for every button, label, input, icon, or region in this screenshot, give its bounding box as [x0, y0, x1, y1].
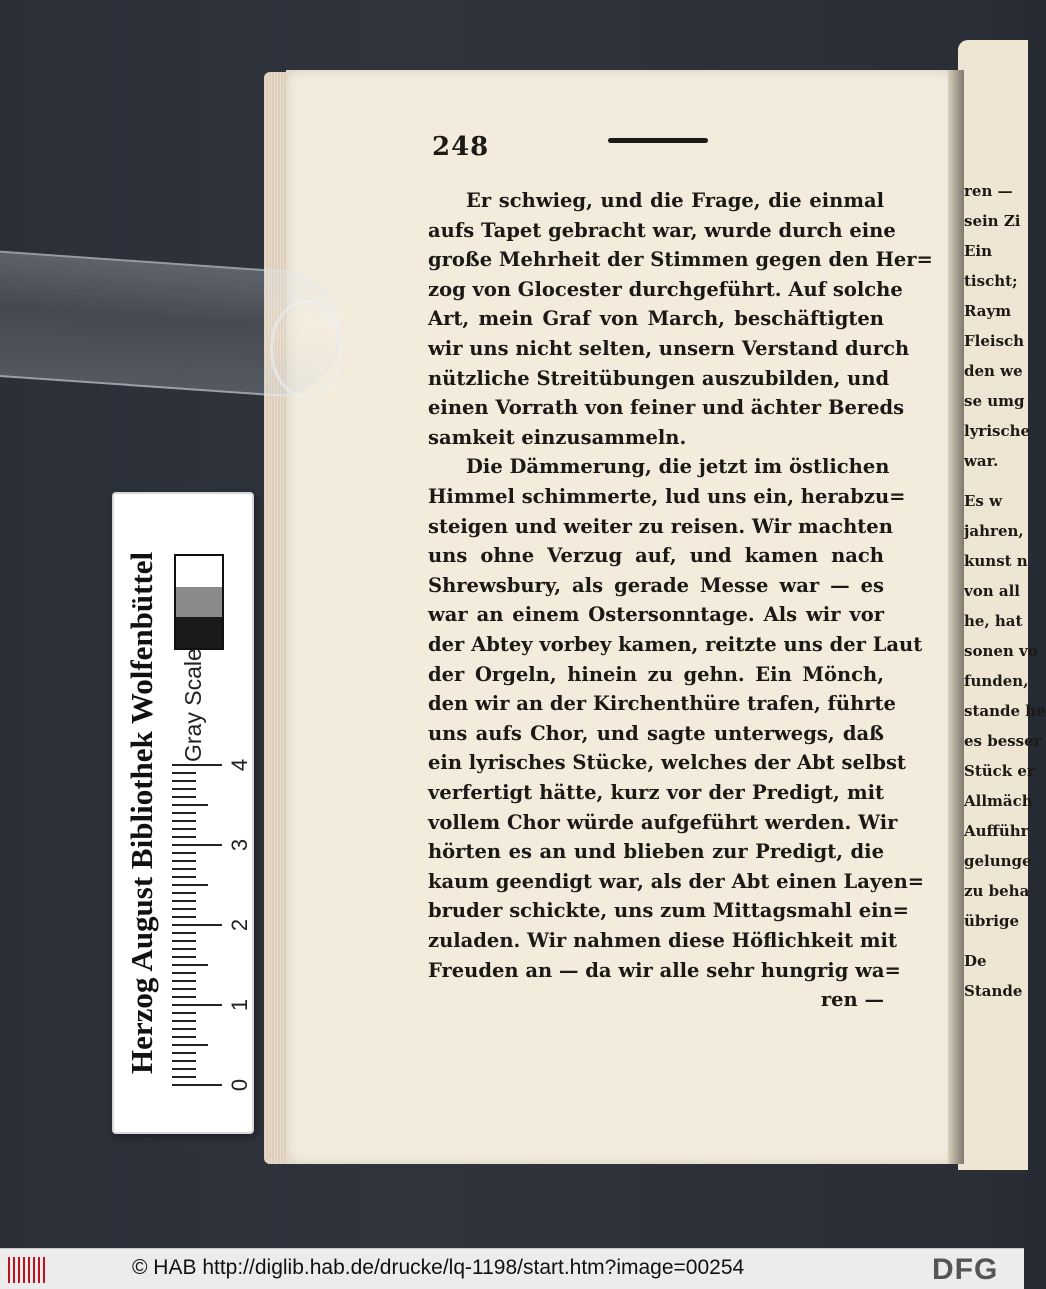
text-line: große Mehrheit der Stimmen gegen den Her=	[428, 248, 933, 272]
ruler-tick	[172, 1084, 222, 1086]
text-line: Freuden an — da wir alle sehr hungrig wa=	[428, 958, 901, 982]
text-line: aufs Tapet gebracht war, wurde durch eine	[428, 218, 896, 242]
text-line: Himmel schimmerte, lud uns ein, herabzu=	[428, 485, 906, 508]
text-line: der Abtey vorbey kamen, reitzte uns der Laut	[428, 633, 923, 656]
ruler-tick	[172, 1068, 196, 1070]
text-line: verfertigt hätte, kurz vor der Predigt, mit	[428, 781, 884, 804]
ruler-tick	[172, 804, 208, 806]
facing-page-fragment: zu beha	[964, 882, 1030, 900]
text-line: vollem Chor würde aufgeführt werden. Wir	[428, 810, 898, 834]
text-line: einen Vorrath von feiner und ächter Bereds	[428, 396, 905, 420]
ruler-tick	[172, 1012, 196, 1014]
facing-page-fragment: sonen vo	[964, 642, 1038, 660]
facing-page-fragment: Allmäch	[964, 792, 1033, 810]
ruler-tick	[172, 788, 196, 790]
facing-page-fragment: Ein	[964, 242, 993, 260]
facing-page-fragment: Stande	[964, 982, 1023, 1000]
text-line: bruder schickte, uns zum Mittagsmahl ein=	[428, 899, 910, 923]
ruler-number: 2	[227, 918, 252, 932]
ruler-tick	[172, 1052, 196, 1054]
ruler-tick	[172, 1044, 208, 1046]
text-line: nützliche Streitübungen auszubilden, und	[428, 366, 890, 390]
ruler-tick	[172, 884, 208, 886]
text-line: hörten es an und blieben zur Predigt, die	[428, 840, 884, 864]
ruler-tick	[172, 956, 196, 958]
ruler-tick	[172, 996, 196, 998]
ruler-tick	[172, 1036, 196, 1038]
facing-page-fragment: he, hat	[964, 612, 1023, 630]
facing-page-fragment: Raym	[964, 302, 1012, 320]
text-line: samkeit einzusammeln.	[428, 425, 687, 449]
ruler-number: 3	[227, 838, 252, 852]
footer-copyright-url[interactable]: © HAB http://diglib.hab.de/drucke/lq-1198/start.htm?image=00254	[132, 1256, 745, 1279]
ruler-tick	[172, 932, 196, 934]
facing-page-fragment: stande he	[964, 702, 1046, 720]
ruler-tick	[172, 796, 196, 798]
facing-page-fragment: war.	[964, 452, 999, 470]
facing-page-fragment: ren —	[964, 182, 1013, 200]
ruler-tick	[172, 916, 196, 918]
ruler-tick	[172, 836, 196, 838]
facing-page-fragment: sein Zi	[964, 212, 1021, 230]
gray-scale-label: Gray Scale	[180, 648, 206, 762]
facing-page-fragment: Aufführ	[964, 822, 1029, 840]
ruler-tick	[172, 1020, 196, 1022]
ruler-tick	[172, 780, 196, 782]
hab-logo-icon	[8, 1257, 46, 1283]
facing-page-fragment: tischt;	[964, 272, 1018, 290]
ruler-tick	[172, 1028, 196, 1030]
text-line: kaum geendigt war, als der Abt einen Layen=	[428, 869, 925, 893]
facing-page-fragment: gelunge	[964, 852, 1032, 870]
ruler-ticks	[172, 764, 224, 1084]
text-line: uns ohne Verzug auf, und kamen nach	[428, 544, 884, 568]
ruler-tick	[172, 820, 196, 822]
gray-scale-card	[112, 492, 254, 1134]
ruler-tick	[172, 812, 196, 814]
facing-page-fragment: von all	[964, 582, 1020, 600]
ruler-tick	[172, 772, 196, 774]
text-line: zuladen. Wir nahmen diese Höflichkeit mit	[428, 929, 897, 952]
text-line: steigen und weiter zu reisen. Wir machten	[428, 514, 893, 538]
ruler-tick	[172, 860, 196, 862]
ruler-number: 4	[227, 758, 252, 772]
facing-page-fragment: Fleisch	[964, 332, 1025, 350]
text-line: zog von Glocester durchgeführt. Auf solche	[428, 277, 903, 301]
facing-page-fragment: funden,	[964, 672, 1029, 690]
facing-page-fragment: lyrische	[964, 422, 1031, 440]
ruler-tick	[172, 844, 222, 846]
ruler-tick	[172, 828, 196, 830]
text-line: uns aufs Chor, und sagte unterwegs, daß	[428, 721, 884, 745]
ruler-tick	[172, 980, 196, 982]
ruler-tick	[172, 876, 196, 878]
facing-page-fragment: den we	[964, 362, 1023, 380]
facing-page-fragment: Es w	[964, 492, 1003, 510]
ruler-tick	[172, 900, 196, 902]
facing-page-fragment: jahren,	[964, 522, 1024, 540]
ruler-tick	[172, 1004, 222, 1006]
ruler-tick	[172, 940, 196, 942]
text-line: Shrewsbury, als gerade Messe war — es	[428, 573, 884, 597]
ruler-tick	[172, 988, 196, 990]
swatch-gray	[176, 587, 222, 618]
text-line: war an einem Ostersonntage. Als wir vor	[428, 603, 884, 627]
ruler-tick	[172, 972, 196, 974]
book-gutter	[948, 70, 964, 1164]
ruler-number: 1	[227, 998, 252, 1012]
header-rule	[608, 138, 708, 143]
text-line: der Orgeln, hinein zu gehn. Ein Mönch,	[428, 662, 884, 686]
glass-page-weight-tip	[270, 300, 342, 398]
text-line: ren —	[820, 988, 884, 1012]
text-line: ein lyrisches Stücke, welches der Abt selbst	[428, 751, 906, 775]
ruler-tick	[172, 964, 208, 966]
text-line: wir uns nicht selten, unsern Verstand durch	[428, 337, 910, 360]
ruler-number: 0	[227, 1078, 252, 1092]
facing-page	[958, 40, 1046, 1170]
ruler-tick	[172, 908, 196, 910]
ruler-tick	[172, 948, 196, 950]
facing-page-fragment: Stück er	[964, 762, 1035, 780]
ruler-tick	[172, 1076, 196, 1078]
ruler-tick	[172, 1060, 196, 1062]
ruler-tick	[172, 924, 222, 926]
footer-bar	[0, 1248, 1024, 1289]
text-line: Art, mein Graf von March, beschäftigten	[428, 307, 884, 331]
ruler-tick	[172, 764, 222, 766]
text-line: Die Dämmerung, die jetzt im östlichen	[466, 455, 890, 479]
facing-page-fragment: kunst n	[964, 552, 1028, 570]
text-line: den wir an der Kirchenthüre trafen, führte	[428, 692, 896, 716]
facing-page-fragment: De	[964, 952, 987, 970]
text-line: Er schwieg, und die Frage, die einmal	[466, 189, 884, 212]
dfg-logo: DFG	[932, 1253, 999, 1286]
ruler-tick	[172, 868, 196, 870]
facing-page-fragment: es besser	[964, 732, 1042, 750]
page-number: 248	[432, 132, 490, 162]
facing-page-fragment: übrige	[964, 912, 1020, 930]
swatch-white	[176, 556, 222, 587]
library-name: Herzog August Bibliothek Wolfenbüttel	[124, 551, 159, 1074]
ruler-tick	[172, 852, 196, 854]
facing-page-fragment: se umg	[964, 392, 1025, 410]
ruler-tick	[172, 892, 196, 894]
